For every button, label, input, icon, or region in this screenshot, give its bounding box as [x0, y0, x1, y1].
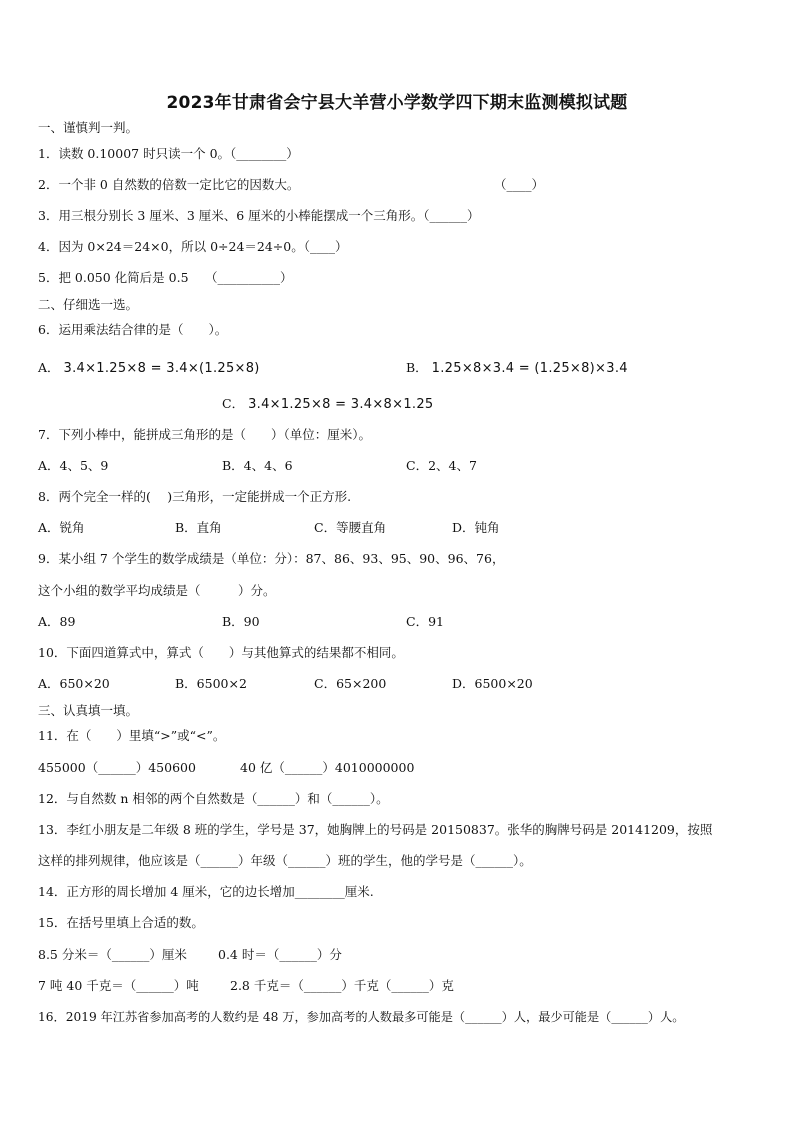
question-16: 16．2019 年江苏省参加高考的人数约是 48 万，参加高考的人数最多可能是（______）人，最少可能是（______）人。	[38, 1010, 685, 1024]
question-13-line-2: 这样的排列规律，他应该是（______）年级（______）班的学生，他的学号是（______）。	[38, 853, 532, 868]
question-9-stem-line-2: 这个小组的数学平均成绩是（ ）分。	[38, 583, 276, 598]
question-15-row-1-a: 8.5 分米＝（______）厘米	[38, 947, 187, 962]
question-14: 14．正方形的周长增加 4 厘米，它的边长增加________厘米.	[38, 884, 374, 899]
question-13-line-1: 13．李红小朋友是二年级 8 班的学生，学号是 37，她胸牌上的号码是 20150837。张华的胸牌号码是 20141209，按照	[38, 822, 713, 837]
question-7-option-b: B．4、4、6	[222, 458, 293, 473]
question-15-row-1-b: 0.4 时＝（______）分	[218, 947, 342, 962]
question-9-stem-line-1: 9．某小组 7 个学生的数学成绩是（单位：分）：87、86、93、95、90、96、76，	[38, 551, 505, 566]
section-3-heading: 三、认真填一填。	[38, 703, 139, 718]
question-2-blank: （____）	[494, 177, 545, 192]
question-6-option-b	[406, 360, 628, 377]
question-10-stem: 10．下面四道算式中，算式（ ）与其他算式的结果都不相同。	[38, 645, 404, 660]
question-7-option-c: C．2、4、7	[406, 458, 477, 473]
question-9-option-c: C．91	[406, 614, 444, 629]
question-8-stem: 8．两个完全一样的( )三角形，一定能拼成一个正方形.	[38, 489, 352, 504]
question-4: 4．因为 0×24＝24×0，所以 0÷24＝24÷0。（____）	[38, 239, 348, 254]
question-10-option-a: A．650×20	[38, 676, 110, 691]
section-2-heading: 二、仔细选一选。	[38, 297, 139, 312]
question-15-row-2-b: 2.8 千克＝（______）千克（______）克	[230, 978, 454, 993]
question-7-option-a: A．4、5、9	[38, 458, 109, 473]
question-9-option-a: A．89	[38, 614, 76, 629]
question-10-option-b: B．6500×2	[175, 676, 247, 691]
question-8-option-b: B．直角	[175, 520, 222, 535]
question-10-option-d: D．6500×20	[452, 676, 533, 691]
question-6-option-c	[222, 396, 433, 413]
question-12: 12．与自然数 n 相邻的两个自然数是（______）和（______）。	[38, 791, 389, 806]
option-c-label: C．	[222, 396, 245, 411]
option-b-label: B．	[406, 360, 428, 375]
option-a-expression: 3.4×1.25×8 = 3.4×(1.25×8)	[63, 361, 260, 376]
question-11-part-2: 40 亿（______）4010000000	[240, 760, 415, 775]
question-6-stem: 6．运用乘法结合律的是（ ）。	[38, 322, 228, 337]
question-5: 5．把 0.050 化简后是 0.5 （__________）	[38, 270, 293, 285]
question-11-stem: 11．在（ ）里填“>”或“<”。	[38, 728, 226, 743]
option-b-expression: 1.25×8×3.4 = (1.25×8)×3.4	[431, 361, 628, 376]
question-10-option-c: C．65×200	[314, 676, 387, 691]
question-9-option-b: B．90	[222, 614, 260, 629]
option-a-label: A．	[38, 360, 60, 375]
question-8-option-a: A．锐角	[38, 520, 85, 535]
question-8-option-c: C．等腰直角	[314, 520, 387, 535]
question-8-option-d: D．钝角	[452, 520, 500, 535]
question-1: 1．读数 0.10007 时只读一个 0。（________）	[38, 146, 299, 161]
question-11-part-1: 455000（______）450600	[38, 760, 196, 775]
question-7-stem: 7．下列小棒中，能拼成三角形的是（ ）（单位：厘米）。	[38, 427, 371, 442]
question-3: 3．用三根分别长 3 厘米、3 厘米、6 厘米的小棒能摆成一个三角形。（______）	[38, 208, 480, 223]
question-15-row-2-a: 7 吨 40 千克＝（______）吨	[38, 978, 199, 993]
page-title: 2023年甘肃省会宁县大羊营小学数学四下期末监测模拟试题	[166, 93, 628, 113]
question-2: 2．一个非 0 自然数的倍数一定比它的因数大。	[38, 177, 300, 192]
option-c-expression: 3.4×1.25×8 = 3.4×8×1.25	[248, 397, 434, 412]
section-1-heading: 一、谨慎判一判。	[38, 120, 139, 135]
question-6-option-a	[38, 360, 260, 377]
question-15-stem: 15．在括号里填上合适的数。	[38, 915, 204, 930]
